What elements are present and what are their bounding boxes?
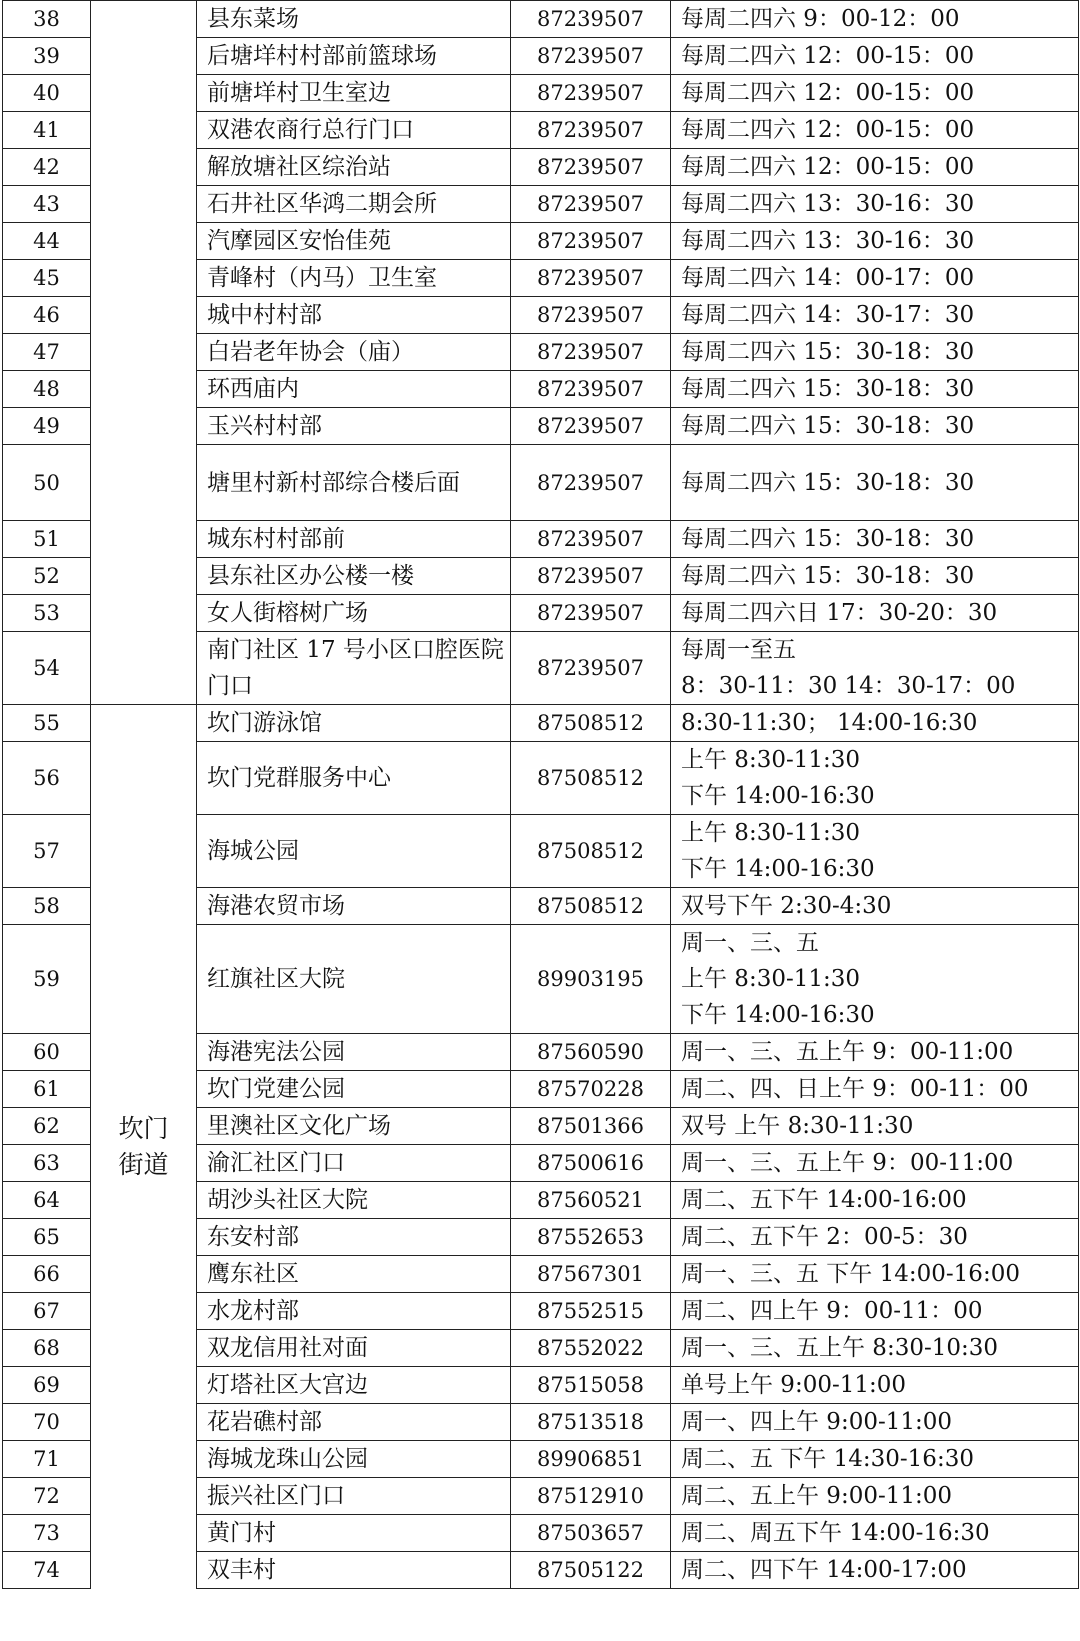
service-hours-line: 周二、五下午 14:00-16:00 xyxy=(681,1187,967,1213)
contact-phone: 87239507 xyxy=(511,1,671,38)
service-hours xyxy=(671,38,1079,75)
service-hours xyxy=(671,595,1079,632)
row-number: 63 xyxy=(3,1145,91,1182)
service-hours-line: 每周二四六 9：00-12：00 xyxy=(681,6,960,32)
row-number: 54 xyxy=(3,632,91,705)
site-name: 县东菜场 xyxy=(197,1,511,38)
contact-phone: 87508512 xyxy=(511,705,671,742)
contact-phone: 87239507 xyxy=(511,558,671,595)
service-hours-line: 每周二四六 12：00-15：00 xyxy=(681,154,975,180)
site-name: 南门社区 17 号小区口腔医院门口 xyxy=(197,632,511,705)
row-number: 59 xyxy=(3,925,91,1034)
row-number: 46 xyxy=(3,297,91,334)
contact-phone: 87552653 xyxy=(511,1219,671,1256)
site-name: 白岩老年协会（庙） xyxy=(197,334,511,371)
contact-phone: 87239507 xyxy=(511,595,671,632)
service-hours xyxy=(671,521,1079,558)
service-hours-line: 双号下午 2:30-4:30 xyxy=(681,893,892,919)
service-hours xyxy=(671,408,1079,445)
service-hours-line: 每周二四六 15：30-18：30 xyxy=(681,469,975,496)
contact-phone: 87552022 xyxy=(511,1330,671,1367)
service-hours xyxy=(671,223,1079,260)
service-hours xyxy=(671,297,1079,334)
service-hours xyxy=(671,1256,1079,1293)
service-hours xyxy=(671,1441,1079,1478)
site-name: 坎门游泳馆 xyxy=(197,705,511,742)
site-name: 解放塘社区综治站 xyxy=(197,149,511,186)
row-number: 48 xyxy=(3,371,91,408)
contact-phone: 89903195 xyxy=(511,925,671,1034)
site-name: 城东村村部前 xyxy=(197,521,511,558)
contact-phone: 87570228 xyxy=(511,1071,671,1108)
row-number: 49 xyxy=(3,408,91,445)
row-number: 61 xyxy=(3,1071,91,1108)
row-number: 69 xyxy=(3,1367,91,1404)
service-hours-line: 周一、三、五上午 8:30-10:30 xyxy=(681,1335,999,1361)
service-hours-line: 下午 14:00-16:30 xyxy=(681,783,875,809)
service-hours-line: 周一、三、五 xyxy=(681,930,819,956)
site-name: 振兴社区门口 xyxy=(197,1478,511,1515)
row-number: 66 xyxy=(3,1256,91,1293)
site-name: 鹰东社区 xyxy=(197,1256,511,1293)
table-row xyxy=(3,705,1079,742)
row-number: 52 xyxy=(3,558,91,595)
site-name: 海港宪法公园 xyxy=(197,1034,511,1071)
service-hours xyxy=(671,925,1079,1034)
table-row xyxy=(3,1,1079,38)
contact-phone: 87567301 xyxy=(511,1256,671,1293)
service-hours xyxy=(671,186,1079,223)
service-hours-line: 每周二四六 15：30-18：30 xyxy=(681,376,975,402)
service-hours-line: 每周二四六日 17：30-20：30 xyxy=(681,600,998,626)
site-name: 黄门村 xyxy=(197,1515,511,1552)
row-number: 72 xyxy=(3,1478,91,1515)
site-name: 塘里村新村部综合楼后面 xyxy=(197,445,511,521)
site-name: 双港农商行总行门口 xyxy=(197,112,511,149)
site-name: 海城公园 xyxy=(197,815,511,888)
contact-phone: 87508512 xyxy=(511,815,671,888)
contact-phone: 87239507 xyxy=(511,112,671,149)
row-number: 44 xyxy=(3,223,91,260)
contact-phone: 87505122 xyxy=(511,1552,671,1589)
row-number: 68 xyxy=(3,1330,91,1367)
service-hours xyxy=(671,1293,1079,1330)
service-hours xyxy=(671,260,1079,297)
district-cell-kanmen: 坎门 街道 xyxy=(91,705,197,1589)
row-number: 40 xyxy=(3,75,91,112)
service-hours xyxy=(671,1478,1079,1515)
contact-phone: 87515058 xyxy=(511,1367,671,1404)
site-name: 城中村村部 xyxy=(197,297,511,334)
service-hours xyxy=(671,334,1079,371)
site-name: 石井社区华鸿二期会所 xyxy=(197,186,511,223)
service-hours-line: 周二、四下午 14:00-17:00 xyxy=(681,1557,967,1583)
site-name: 坎门党群服务中心 xyxy=(197,742,511,815)
contact-phone: 89906851 xyxy=(511,1441,671,1478)
service-hours-line: 周一、三、五上午 9：00-11:00 xyxy=(681,1150,1014,1176)
service-hours xyxy=(671,815,1079,888)
site-name: 东安村部 xyxy=(197,1219,511,1256)
site-name: 青峰村（内马）卫生室 xyxy=(197,260,511,297)
service-hours-line: 每周二四六 15：30-18：30 xyxy=(681,413,975,439)
row-number: 65 xyxy=(3,1219,91,1256)
service-hours xyxy=(671,1367,1079,1404)
contact-phone: 87239507 xyxy=(511,371,671,408)
row-number: 55 xyxy=(3,705,91,742)
service-hours-line: 每周二四六 15：30-18：30 xyxy=(681,526,975,552)
service-hours xyxy=(671,445,1079,521)
row-number: 38 xyxy=(3,1,91,38)
contact-phone: 87508512 xyxy=(511,742,671,815)
site-name: 汽摩园区安怡佳苑 xyxy=(197,223,511,260)
service-hours-line: 周二、四上午 9：00-11：00 xyxy=(681,1298,983,1324)
row-number: 71 xyxy=(3,1441,91,1478)
row-number: 57 xyxy=(3,815,91,888)
service-hours xyxy=(671,1182,1079,1219)
contact-phone: 87501366 xyxy=(511,1108,671,1145)
contact-phone: 87560590 xyxy=(511,1034,671,1071)
site-name: 渝汇社区门口 xyxy=(197,1145,511,1182)
service-hours-line: 下午 14:00-16:30 xyxy=(681,856,875,882)
site-name: 双龙信用社对面 xyxy=(197,1330,511,1367)
service-hours-line: 周一、三、五 下午 14:00-16:00 xyxy=(681,1261,1020,1287)
service-hours xyxy=(671,1404,1079,1441)
contact-phone: 87500616 xyxy=(511,1145,671,1182)
service-hours xyxy=(671,1330,1079,1367)
contact-phone: 87239507 xyxy=(511,186,671,223)
site-name: 花岩礁村部 xyxy=(197,1404,511,1441)
contact-phone: 87239507 xyxy=(511,38,671,75)
service-hours xyxy=(671,75,1079,112)
contact-phone: 87239507 xyxy=(511,408,671,445)
service-hours-line: 周二、五 下午 14:30-16:30 xyxy=(681,1446,974,1472)
row-number: 67 xyxy=(3,1293,91,1330)
site-name: 环西庙内 xyxy=(197,371,511,408)
service-hours xyxy=(671,558,1079,595)
site-name: 前塘垟村卫生室边 xyxy=(197,75,511,112)
row-number: 60 xyxy=(3,1034,91,1071)
service-hours-line: 每周二四六 12：00-15：00 xyxy=(681,117,975,143)
service-hours-line: 每周二四六 15：30-18：30 xyxy=(681,339,975,365)
row-number: 73 xyxy=(3,1515,91,1552)
contact-phone: 87239507 xyxy=(511,75,671,112)
contact-phone: 87512910 xyxy=(511,1478,671,1515)
service-hours-line: 每周一至五 xyxy=(681,637,796,663)
service-hours-line: 上午 8:30-11:30 xyxy=(681,747,861,773)
row-number: 74 xyxy=(3,1552,91,1589)
service-hours-line: 每周二四六 14：30-17：30 xyxy=(681,302,975,328)
service-hours xyxy=(671,1145,1079,1182)
service-hours-line: 周二、周五下午 14:00-16:30 xyxy=(681,1520,990,1546)
site-name: 水龙村部 xyxy=(197,1293,511,1330)
site-name: 灯塔社区大宫边 xyxy=(197,1367,511,1404)
contact-phone: 87560521 xyxy=(511,1182,671,1219)
row-number: 42 xyxy=(3,149,91,186)
row-number: 70 xyxy=(3,1404,91,1441)
service-hours-line: 周二、五下午 2：00-5：30 xyxy=(681,1224,968,1250)
service-hours-line: 每周二四六 12：00-15：00 xyxy=(681,80,975,106)
testing-sites-table xyxy=(2,0,1079,1589)
site-name: 海城龙珠山公园 xyxy=(197,1441,511,1478)
site-name: 玉兴村村部 xyxy=(197,408,511,445)
row-number: 51 xyxy=(3,521,91,558)
contact-phone: 87239507 xyxy=(511,632,671,705)
row-number: 43 xyxy=(3,186,91,223)
service-hours xyxy=(671,1034,1079,1071)
contact-phone: 87239507 xyxy=(511,223,671,260)
row-number: 56 xyxy=(3,742,91,815)
service-hours xyxy=(671,888,1079,925)
service-hours xyxy=(671,1,1079,38)
service-hours xyxy=(671,1108,1079,1145)
contact-phone: 87239507 xyxy=(511,521,671,558)
row-number: 39 xyxy=(3,38,91,75)
service-hours xyxy=(671,705,1079,742)
site-name: 里澳社区文化广场 xyxy=(197,1108,511,1145)
service-hours-line: 每周二四六 14：00-17：00 xyxy=(681,265,975,291)
service-hours-line: 每周二四六 15：30-18：30 xyxy=(681,563,975,589)
site-name: 县东社区办公楼一楼 xyxy=(197,558,511,595)
contact-phone: 87508512 xyxy=(511,888,671,925)
contact-phone: 87513518 xyxy=(511,1404,671,1441)
service-hours-line: 周二、四、日上午 9：00-11：00 xyxy=(681,1076,1029,1102)
service-hours-line: 上午 8:30-11:30 xyxy=(681,820,861,846)
service-hours xyxy=(671,742,1079,815)
contact-phone: 87239507 xyxy=(511,445,671,521)
contact-phone: 87239507 xyxy=(511,334,671,371)
table-body xyxy=(3,1,1079,1589)
row-number: 53 xyxy=(3,595,91,632)
contact-phone: 87239507 xyxy=(511,260,671,297)
row-number: 45 xyxy=(3,260,91,297)
service-hours-line: 8:30-11:30； 14:00-16:30 xyxy=(681,710,978,736)
contact-phone: 87239507 xyxy=(511,297,671,334)
contact-phone: 87552515 xyxy=(511,1293,671,1330)
service-hours-line: 每周二四六 13：30-16：30 xyxy=(681,228,975,254)
row-number: 58 xyxy=(3,888,91,925)
site-name: 海港农贸市场 xyxy=(197,888,511,925)
service-hours-line: 每周二四六 12：00-15：00 xyxy=(681,43,975,69)
service-hours-line: 周二、五上午 9:00-11:00 xyxy=(681,1483,953,1509)
district-cell-previous xyxy=(91,1,197,705)
service-hours-line: 上午 8:30-11:30 xyxy=(681,966,861,992)
site-name: 女人街榕树广场 xyxy=(197,595,511,632)
service-hours xyxy=(671,632,1079,705)
contact-phone: 87503657 xyxy=(511,1515,671,1552)
service-hours xyxy=(671,112,1079,149)
service-hours-line: 每周二四六 13：30-16：30 xyxy=(681,191,975,217)
contact-phone: 87239507 xyxy=(511,149,671,186)
service-hours xyxy=(671,1219,1079,1256)
service-hours-line: 周一、三、五上午 9：00-11:00 xyxy=(681,1039,1014,1065)
row-number: 41 xyxy=(3,112,91,149)
row-number: 50 xyxy=(3,445,91,521)
site-name: 后塘垟村村部前篮球场 xyxy=(197,38,511,75)
row-number: 64 xyxy=(3,1182,91,1219)
site-name: 胡沙头社区大院 xyxy=(197,1182,511,1219)
service-hours xyxy=(671,1515,1079,1552)
site-name: 坎门党建公园 xyxy=(197,1071,511,1108)
service-hours xyxy=(671,371,1079,408)
service-hours-line: 下午 14:00-16:30 xyxy=(681,1002,875,1028)
site-name: 双丰村 xyxy=(197,1552,511,1589)
row-number: 62 xyxy=(3,1108,91,1145)
service-hours-line: 单号上午 9:00-11:00 xyxy=(681,1372,907,1398)
row-number: 47 xyxy=(3,334,91,371)
service-hours-line: 周一、四上午 9:00-11:00 xyxy=(681,1409,953,1435)
service-hours-line: 8：30-11：30 14：30-17：00 xyxy=(681,673,1016,699)
service-hours xyxy=(671,1552,1079,1589)
service-hours xyxy=(671,149,1079,186)
service-hours-line: 双号 上午 8:30-11:30 xyxy=(681,1113,914,1139)
service-hours xyxy=(671,1071,1079,1108)
site-name: 红旗社区大院 xyxy=(197,925,511,1034)
